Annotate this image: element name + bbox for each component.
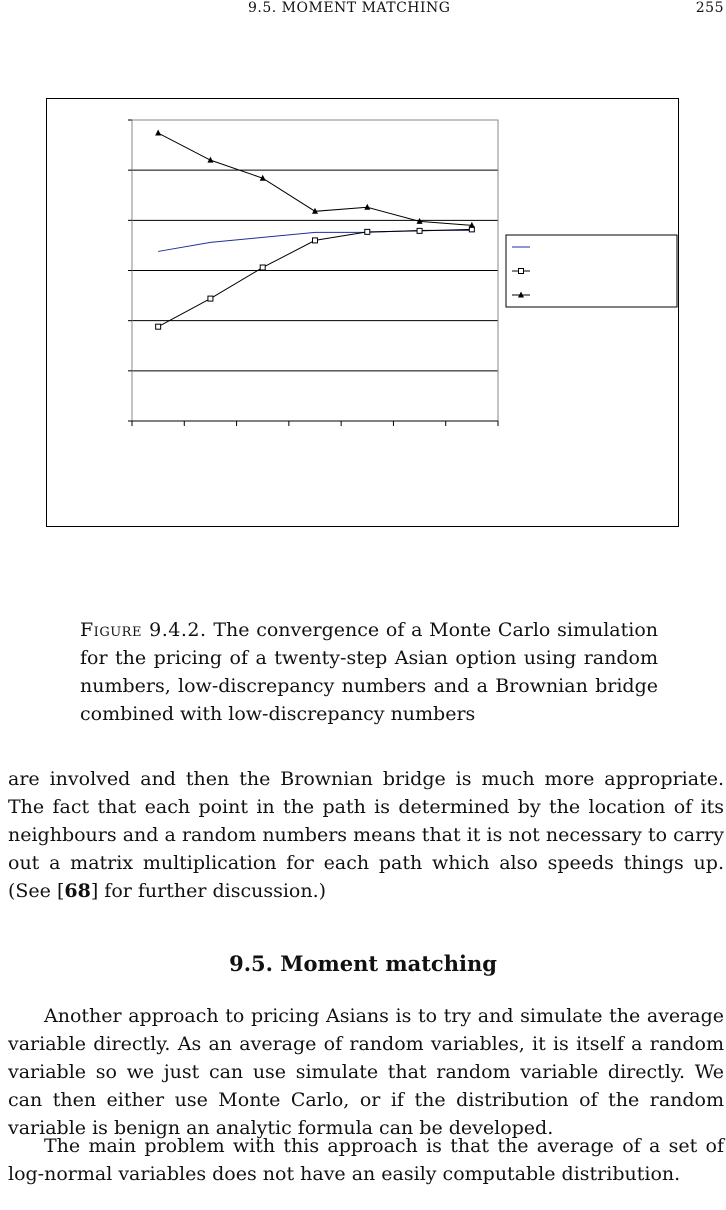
data-point-square (208, 296, 213, 301)
axis-layer (128, 120, 498, 426)
series-2 (156, 227, 475, 329)
citation-68: 68 (64, 880, 91, 902)
data-point-square (260, 265, 265, 270)
data-point-square (417, 228, 422, 233)
paragraph1-text-b: ] for further discussion.) (90, 880, 327, 902)
paragraph1-text-a: are involved and then the Brownian bridge is much more appropriate. The fact that each point in the path is determined by the location of its neighbours and a random numbers means that it is not necessary to carry out a matrix multiplication for each path which also speeds things up. (See [ (8, 768, 724, 902)
data-point-triangle (364, 204, 370, 210)
data-point-triangle (207, 157, 213, 163)
data-point-square (519, 269, 524, 274)
legend-box (506, 235, 677, 307)
section-heading: 9.5. Moment matching (229, 951, 497, 976)
running-head-section: 9.5. MOMENT MATCHING (248, 0, 451, 16)
grid-layer (132, 120, 498, 371)
page-number: 255 (695, 0, 724, 16)
running-head (0, 0, 726, 22)
figure-label: Figure 9.4.2. (80, 619, 207, 641)
figure-frame (46, 98, 679, 527)
legend (506, 235, 677, 307)
figure-caption-text: The convergence of a Monte Carlo simulation for the pricing of a twenty-step Asian option using random numbers, low-discrepancy numbers and a Brownian bridge combined with low-discrepancy numbers (80, 619, 658, 725)
paragraph-brownian-bridge (8, 765, 724, 905)
series-3 (155, 130, 475, 228)
convergence-chart (47, 99, 678, 526)
data-point-square (313, 238, 318, 243)
data-point-square (156, 324, 161, 329)
data-point-triangle (155, 130, 161, 136)
series-layer (155, 130, 475, 330)
figure-caption (80, 616, 658, 728)
paragraph-main-problem: The main problem with this approach is that the average of a set of log-normal variables does not have an easily computable distribution. (8, 1135, 724, 1185)
data-point-square (365, 229, 370, 234)
series-line (158, 229, 472, 326)
paragraph-moment-matching-intro: Another approach to pricing Asians is to try and simulate the average variable directly. As an average of random variables, it is itself a random variable so we just can use simulate that random variable directly. We can then either use Monte Carlo, or if the distribution of the random variable is benign an analytic formula can be developed. (8, 1005, 724, 1139)
